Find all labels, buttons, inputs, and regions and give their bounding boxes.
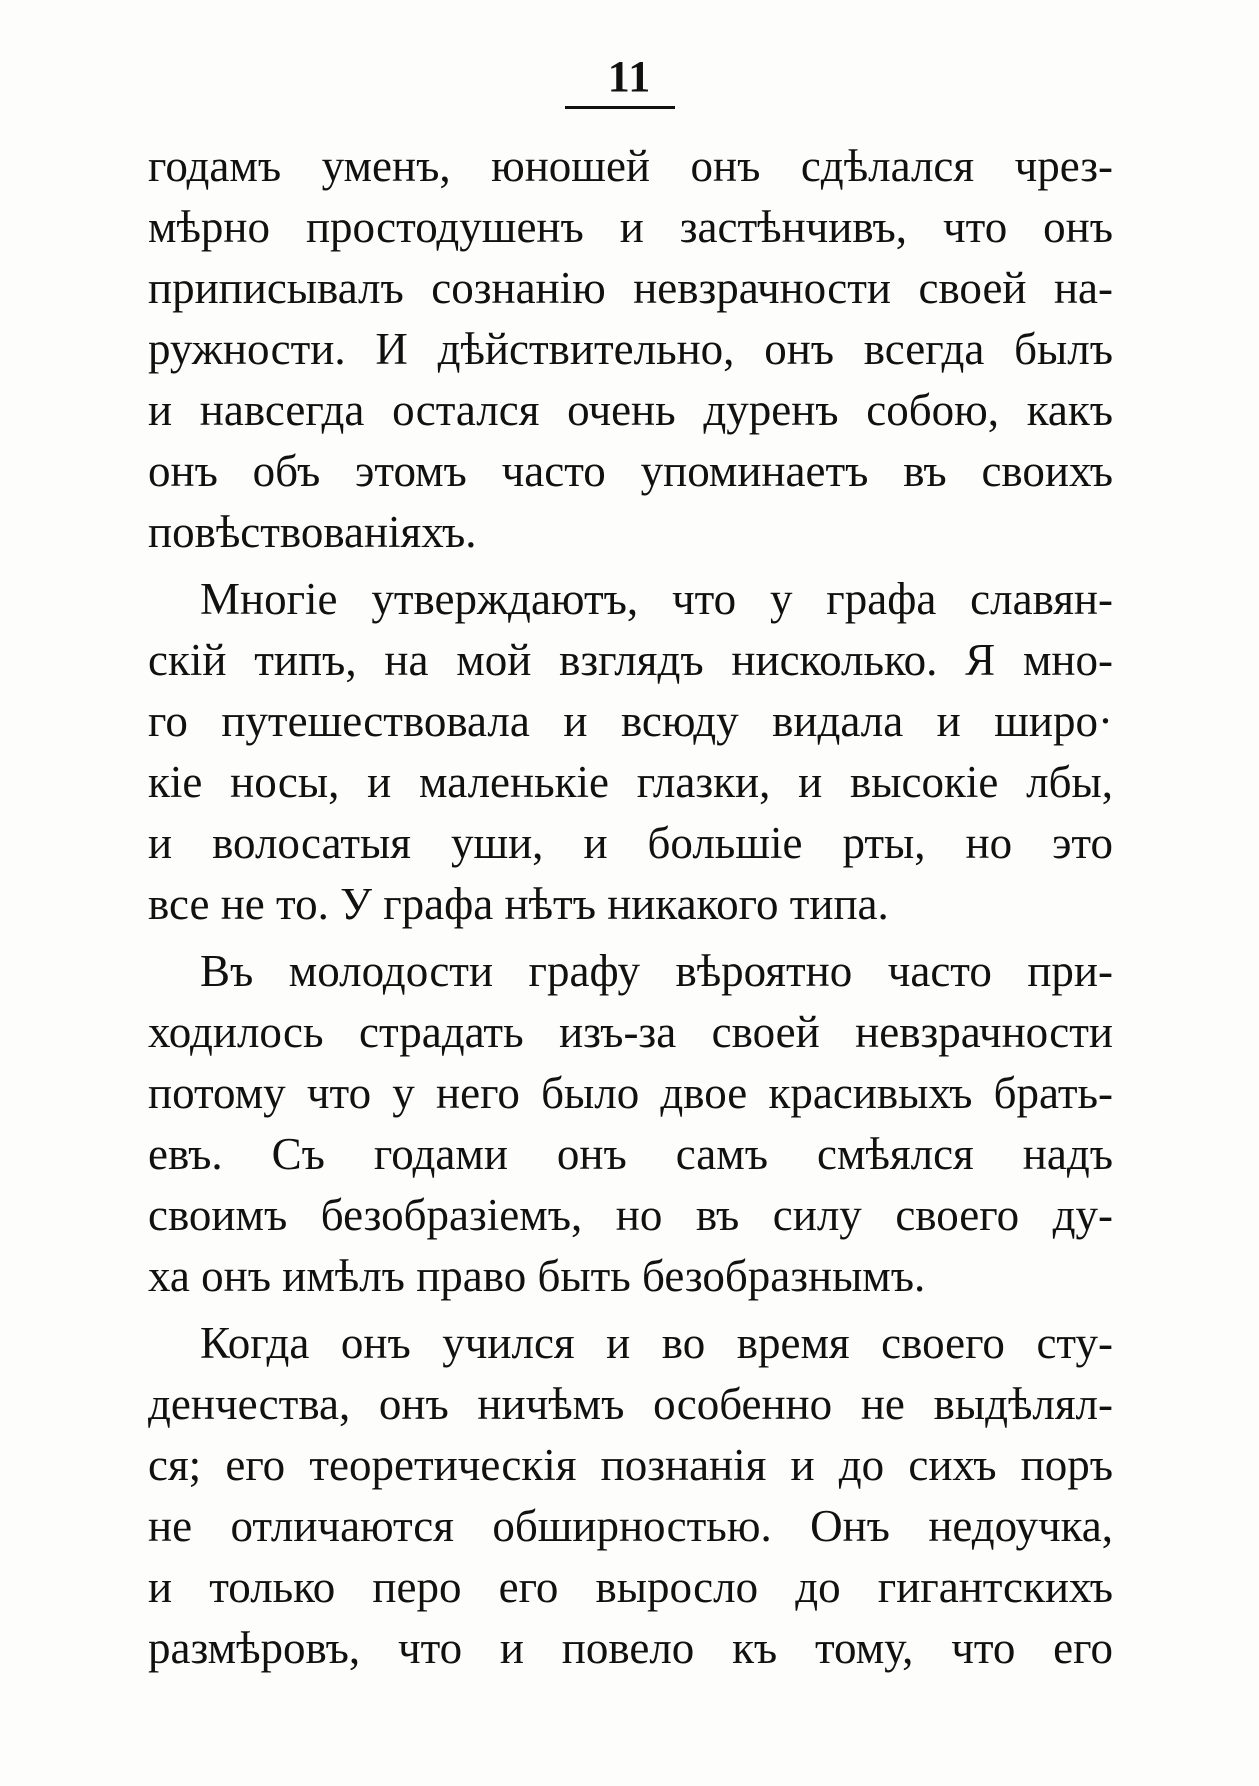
text-line: и волосатыя уши, и большіе рты, но это bbox=[148, 818, 1113, 868]
text-line: ся; его теоретическія познанія и до сихъ поръ bbox=[148, 1440, 1113, 1490]
paragraph bbox=[148, 569, 1113, 935]
page-text bbox=[148, 136, 1113, 1679]
text-line: и только перо его выросло до гигантскихъ bbox=[148, 1562, 1113, 1612]
text-line: евъ. Съ годами онъ самъ смѣялся надъ bbox=[148, 1129, 1113, 1179]
paragraph bbox=[148, 1313, 1113, 1679]
text-line: приписывалъ сознанію невзрачности своей на- bbox=[148, 263, 1113, 313]
text-line: своимъ безобразіемъ, но въ силу своего ду- bbox=[148, 1190, 1113, 1240]
paragraph bbox=[148, 941, 1113, 1307]
text-line: онъ объ этомъ часто упоминаетъ въ своихъ bbox=[148, 446, 1113, 496]
text-line: скій типъ, на мой взглядъ нисколько. Я мно- bbox=[148, 635, 1113, 685]
text-line: не отличаются обширностью. Онъ недоучка, bbox=[148, 1501, 1113, 1551]
text-line: Когда онъ учился и во время своего сту- bbox=[200, 1318, 1113, 1368]
page-number: 11 bbox=[607, 52, 652, 101]
text-line: ха онъ имѣлъ право быть безобразнымъ. bbox=[148, 1251, 926, 1301]
paragraph bbox=[148, 136, 1113, 563]
text-line: ружности. И дѣйствительно, онъ всегда былъ bbox=[148, 324, 1113, 374]
text-line: повѣствованіяхъ. bbox=[148, 507, 477, 557]
text-line: размѣровъ, что и повело къ тому, что его bbox=[148, 1623, 1113, 1673]
text-line: Многіе утверждаютъ, что у графа славян- bbox=[200, 574, 1113, 624]
text-line: Въ молодости графу вѣроятно часто при- bbox=[200, 946, 1113, 996]
text-line: го путешествовала и всюду видала и широ· bbox=[148, 696, 1113, 746]
text-line: все не то. У графа нѣтъ никакого типа. bbox=[148, 879, 889, 929]
text-line: денчества, онъ ничѣмъ особенно не выдѣлял- bbox=[148, 1379, 1113, 1429]
text-line: ходилось страдать изъ-за своей невзрачности bbox=[148, 1007, 1113, 1057]
page-number-rule bbox=[565, 106, 675, 109]
text-line: и навсегда остался очень дуренъ собою, какъ bbox=[148, 385, 1113, 435]
text-line: годамъ уменъ, юношей онъ сдѣлался чрез- bbox=[148, 141, 1113, 191]
text-line: мѣрно простодушенъ и застѣнчивъ, что онъ bbox=[148, 202, 1113, 252]
text-line: кіе носы, и маленькіе глазки, и высокіе лбы, bbox=[148, 757, 1113, 807]
text-line: потому что у него было двое красивыхъ брать- bbox=[148, 1068, 1113, 1118]
